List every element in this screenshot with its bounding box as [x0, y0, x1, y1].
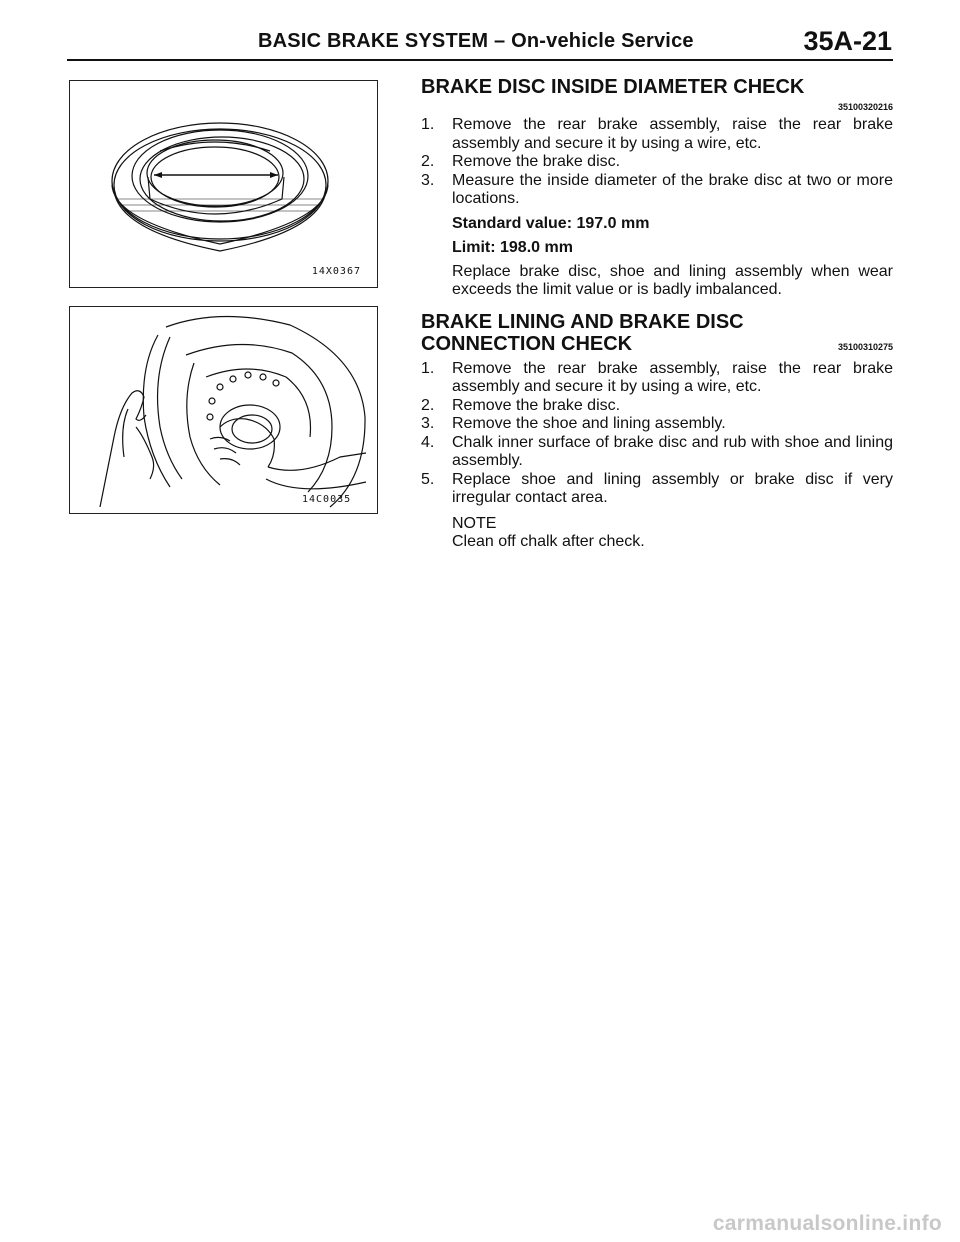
- figure-lining-contact: [69, 306, 378, 514]
- section-code: 35100310275: [837, 341, 893, 352]
- steps-list: [421, 116, 893, 209]
- list-item: 1. Remove the rear brake assembly, raise the rear brake assembly and secure it by using a wire, etc.: [421, 359, 893, 395]
- section-title-lining-contact: BRAKE LINING AND BRAKE DISC CONNECTION CHECK 35100310275: [421, 310, 893, 355]
- note-label: NOTE: [452, 514, 497, 532]
- brake-disc-diameter-illustration-icon: [70, 81, 377, 287]
- header-rule: [67, 59, 893, 61]
- list-item: 1. Remove the rear brake assembly, raise the rear brake assembly and secure it by using a wire, etc.: [421, 116, 893, 152]
- list-item: 3. Remove the shoe and lining assembly.: [421, 415, 726, 432]
- figure-code: 14C0035: [302, 494, 352, 505]
- brake-lining-contact-illustration-icon: [70, 307, 377, 513]
- steps-list: [421, 360, 893, 508]
- figure-code: 14X0367: [311, 266, 361, 277]
- page-number: 35A-21: [803, 26, 892, 56]
- standard-value: Standard value: 197.0 mm: [452, 214, 650, 232]
- section-title-disc-diameter: BRAKE DISC INSIDE DIAMETER CHECK: [421, 76, 805, 98]
- list-item: 5. Replace shoe and lining assembly or brake disc if very irregular contact area.: [421, 470, 893, 506]
- note-text: Clean off chalk after check.: [452, 533, 645, 550]
- list-item: 2. Remove the brake disc.: [421, 153, 621, 170]
- limit-value: Limit: 198.0 mm: [452, 238, 573, 256]
- main-content: [421, 76, 893, 552]
- list-item: 2. Remove the brake disc.: [421, 396, 621, 414]
- figure-brake-disc: [69, 80, 378, 288]
- section-code: 35100320216: [837, 102, 893, 112]
- page-header: [0, 0, 960, 62]
- header-title: BASIC BRAKE SYSTEM – On-vehicle Service: [258, 30, 694, 52]
- replace-note: Replace brake disc, shoe and lining assembly when wear exceeds the limit value or is badly imbalanced.: [452, 262, 893, 298]
- list-item: 4. Chalk inner surface of brake disc and rub with shoe and lining assembly.: [421, 433, 893, 469]
- watermark: carmanualsonline.info: [712, 1212, 942, 1235]
- list-item: 3. Measure the inside diameter of the brake disc at two or more locations.: [421, 171, 893, 207]
